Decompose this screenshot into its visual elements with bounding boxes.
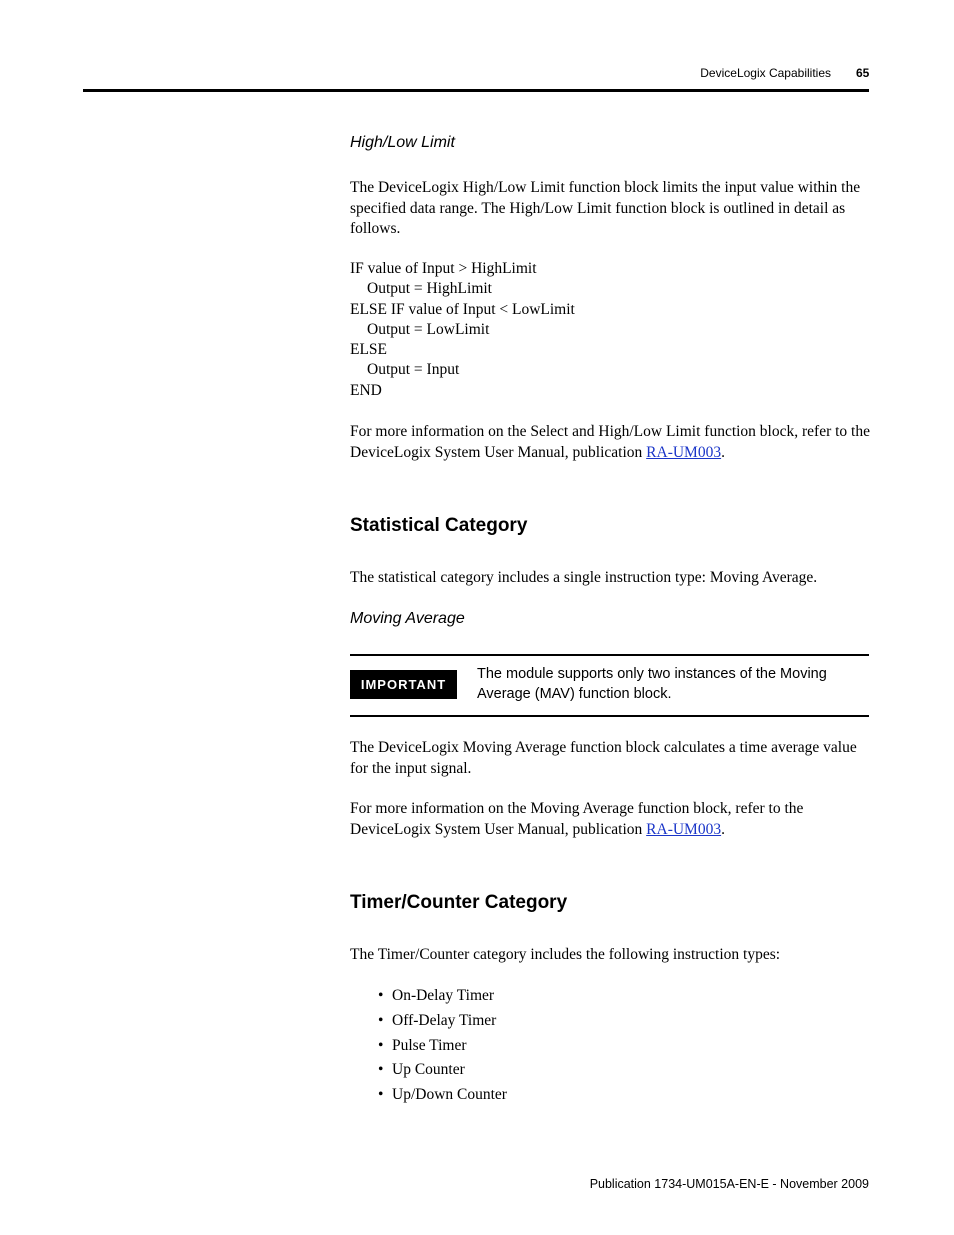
list-item: • Pulse Timer <box>378 1034 778 1059</box>
footer-publication: Publication 1734-UM015A-EN-E - November 2009 <box>589 1177 869 1191</box>
code-line: Output = LowLimit <box>367 320 490 338</box>
header-title: DeviceLogix Capabilities <box>700 66 831 80</box>
important-callout <box>350 654 869 717</box>
code-line: ELSE IF value of Input < LowLimit <box>350 300 575 318</box>
statistical-intro: The statistical category includes a single instruction type: Moving Average. <box>350 569 818 586</box>
list-item: • Up/Down Counter <box>378 1083 778 1108</box>
list-item: • Off-Delay Timer <box>378 1009 778 1034</box>
important-badge: IMPORTANT <box>350 670 457 699</box>
high-low-pseudocode <box>350 259 870 401</box>
page-number: 65 <box>856 66 870 80</box>
high-low-intro: The DeviceLogix High/Low Limit function block limits the input value within the specified data range. The High/Low Limit function block is outlined in detail as follows. <box>350 179 861 237</box>
instruction-type-list <box>378 984 778 1108</box>
timer-counter-intro: The Timer/Counter category includes the following instruction types: <box>350 946 781 963</box>
more-info-suffix: . <box>721 820 725 838</box>
moving-average-more-info <box>350 799 870 840</box>
more-info-suffix: . <box>721 443 725 461</box>
timer-counter-heading: Timer/Counter Category <box>350 892 568 913</box>
header-rule <box>83 89 869 92</box>
high-low-more-info <box>350 422 870 463</box>
code-line: Output = HighLimit <box>367 280 492 298</box>
code-line: Output = Input <box>367 361 460 379</box>
list-item: • Up Counter <box>378 1058 778 1083</box>
code-line: END <box>350 381 382 399</box>
list-item: • On-Delay Timer <box>378 984 778 1009</box>
more-info-text: For more information on the Moving Average function block, refer to the DeviceLogix System User Manual, publication <box>350 800 804 838</box>
important-text: The module supports only two instances of the Moving Average (MAV) function block. <box>477 666 827 702</box>
high-low-heading: High/Low Limit <box>350 134 455 151</box>
moving-average-heading: Moving Average <box>350 610 465 627</box>
statistical-heading: Statistical Category <box>350 515 528 536</box>
moving-average-description: The DeviceLogix Moving Average function block calculates a time average value for the input signal. <box>350 739 857 777</box>
ra-um003-link[interactable]: RA-UM003 <box>646 820 722 838</box>
code-line: IF value of Input > HighLimit <box>350 260 537 277</box>
more-info-text: For more information on the Select and High/Low Limit function block, refer to the DeviceLogix System User Manual, publication <box>350 423 870 461</box>
code-line: ELSE <box>350 341 388 359</box>
ra-um003-link[interactable]: RA-UM003 <box>646 443 722 461</box>
